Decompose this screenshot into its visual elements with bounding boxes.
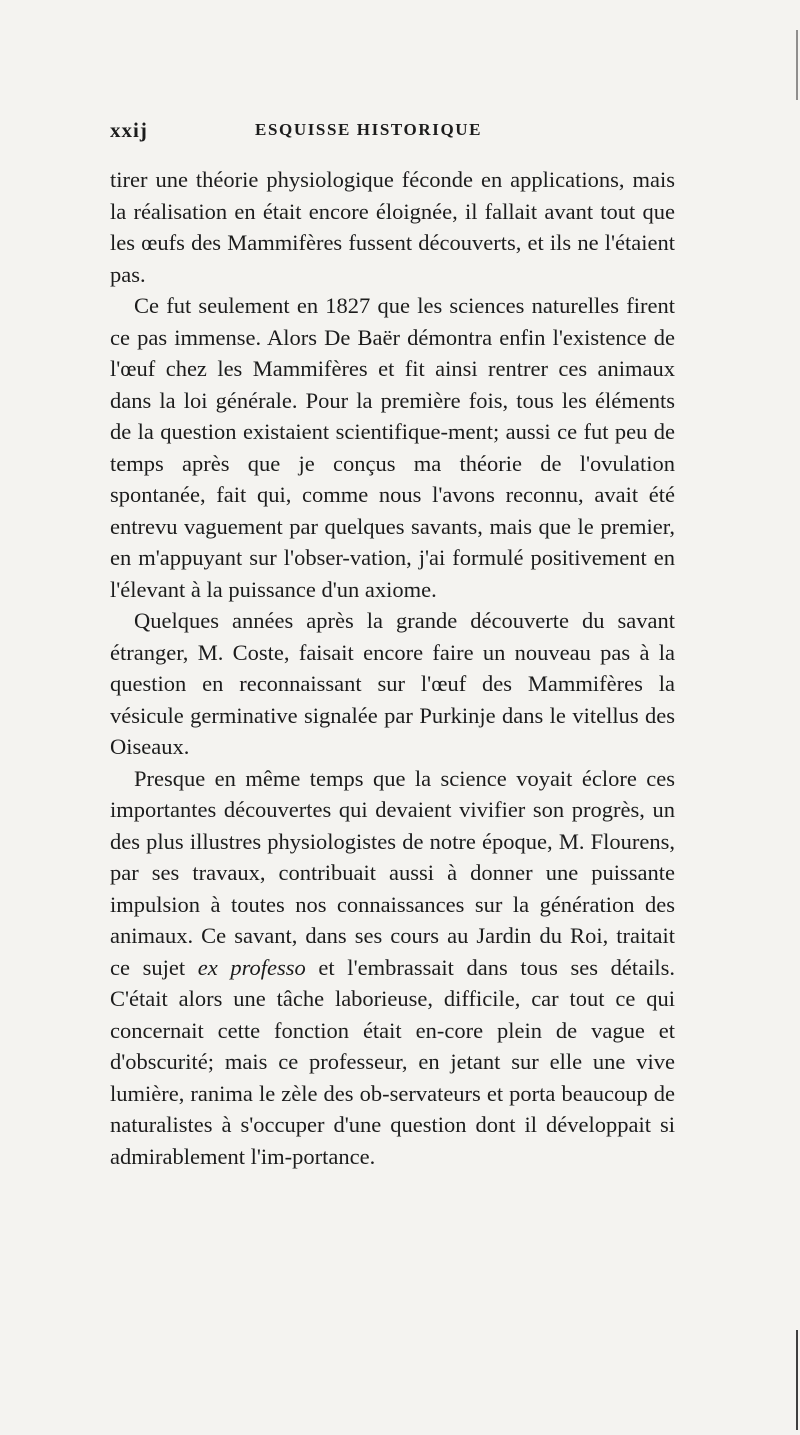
paragraph-1-text: tirer une théorie physiologique féconde en applications, mais la réalisation en était encore éloignée, il fallait avant tout que les œufs des Mammifères fussent découverts, et ils ne l'étaient pas. [110, 167, 675, 287]
paragraph-4-text-a: Presque en même temps que la science voyait éclore ces importantes découvertes qui devaient vivifier son progrès, un des plus illustres physiologistes de notre époque, M. Flourens, par ses travaux, contribuait aussi à donner une puissante impulsion à toutes nos connaissances sur la génération des animaux. Ce savant, dans ses cours au Jardin du Roi, traitait ce sujet [110, 765, 675, 980]
paragraph-2-text: Ce fut seulement en 1827 que les sciences naturelles firent ce pas immense. Alors De Baër démontra enfin l'existence de l'œuf chez les Mammifères et fit ainsi rentrer ces animaux dans la loi générale. Pour la première fois, tous les éléments de la question existaient scientifique-ment; aussi ce fut peu de temps après que je conçus ma théorie de l'ovulation spontanée, fait qui, comme nous l'avons reconnu, avait été entrevu vaguement par quelques savants, mais que le premier, en m'appuyant sur l'obser-vation, j'ai formulé positivement en l'élevant à la puissance d'un axiome. [110, 293, 675, 602]
paragraph-4 [110, 763, 675, 1173]
page-number: xxij [110, 118, 148, 142]
paragraph-1 [110, 164, 675, 290]
paragraph-2 [110, 290, 675, 605]
paragraph-3-text: Quelques années après la grande découverte du savant étranger, M. Coste, faisait encore faire un nouveau pas à la question en reconnaissant sur l'œuf des Mammifères la vésicule germinative signalée par Purkinje dans le vitellus des Oiseaux. [110, 608, 675, 759]
paragraph-4-italic-phrase: ex professo [197, 954, 306, 980]
running-title: ESQUISSE HISTORIQUE [255, 120, 483, 139]
body-text [110, 164, 675, 1172]
page-edge-mark-top [796, 30, 798, 100]
page-edge-mark-bottom [796, 1330, 798, 1430]
paragraph-4-text-b: et l'embrassait dans tous ses détails. C'était alors une tâche laborieuse, difficile, car tout ce qui concernait cette fonction était en-core plein de vague et d'obscurité; mais ce professeur, en jetant sur elle une vive lumière, ranima le zèle des ob-servateurs et porta beaucoup de naturalistes à s'occuper d'une question dont il développait si admirablement l'im-portance. [110, 954, 675, 1169]
paragraph-3 [110, 605, 675, 763]
running-head [110, 118, 670, 148]
